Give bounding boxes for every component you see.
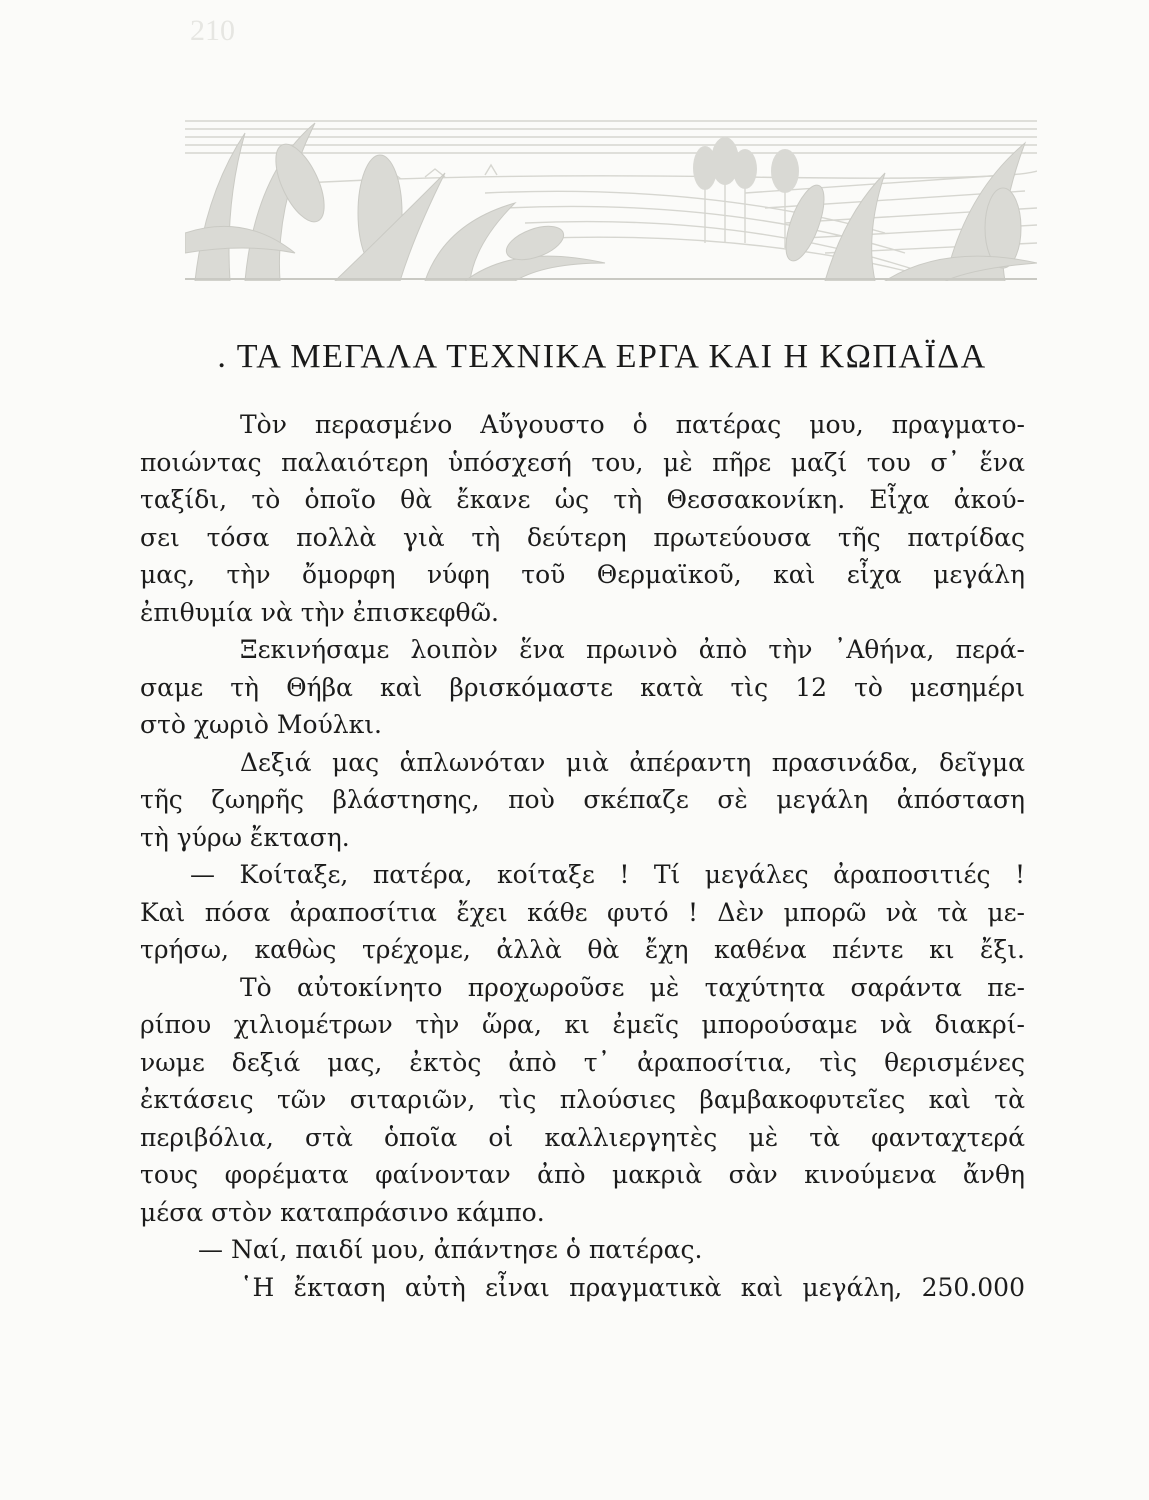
text-line: ταξίδι, τὸ ὁποῖο θὰ ἔκανε ὡς τὴ Θεσσακονίκη. Εἶχα ἀκού- — [140, 485, 1025, 514]
body-text — [140, 406, 1025, 1306]
text-line: ἐκτάσεις τῶν σιταριῶν, τὶς πλούσιες βαμβακοφυτεῖες καὶ τὰ — [140, 1085, 1025, 1114]
text-line: ἐπιθυμία νὰ τὴν ἐπισκεφθῶ. — [140, 597, 499, 627]
text-line: Ξεκινήσαμε λοιπὸν ἕνα πρωινὸ ἀπὸ τὴν ᾿Αθήνα, περά- — [240, 635, 1025, 664]
text-line: στὸ χωριὸ Μούλκι. — [140, 710, 382, 739]
text-line: ρίπου χιλιομέτρων τὴν ὥρα, κι ἐμεῖς μπορούσαμε νὰ διακρί- — [140, 1010, 1025, 1039]
text-line: μας, τὴν ὄμορφη νύφη τοῦ Θερμαϊκοῦ, καὶ εἶχα μεγάλη — [140, 560, 1025, 589]
text-line: Τὸν περασμένο Αὔγουστο ὁ πατέρας μου, πραγματο- — [240, 410, 1025, 439]
text-line: Καὶ πόσα ἀραποσίτια ἔχει κάθε φυτό ! Δὲν μπορῶ νὰ τὰ με- — [140, 897, 1025, 927]
text-line: τῆς ζωηρῆς βλάστησης, ποὺ σκέπαζε σὲ μεγάλη ἀπόσταση — [140, 785, 1025, 814]
cornfield-engraving-icon — [185, 113, 1037, 281]
chapter-title: . ΤΑ ΜΕΓΑΛΑ ΤΕΧΝΙΚΑ ΕΡΓΑ ΚΑΙ Η ΚΩΠΑΪΔΑ — [217, 338, 987, 375]
text-line: Τὸ αὐτοκίνητο προχωροῦσε μὲ ταχύτητα σαράντα πε- — [240, 972, 1025, 1002]
text-line: τους φορέματα φαίνονταν ἀπὸ μακριὰ σὰν κινούμενα ἄνθη — [140, 1160, 1025, 1189]
text-line: νωμε δεξιά μας, ἐκτὸς ἀπὸ τ᾿ ἀραποσίτια, τὶς θερισμένες — [140, 1047, 1025, 1077]
text-line: Δεξιά μας ἁπλωνόταν μιὰ ἀπέραντη πρασινάδα, δεῖγμα — [240, 747, 1025, 777]
text-line: περιβόλια, στὰ ὁποῖα οἱ καλλιεργητὲς μὲ τὰ φανταχτερά — [140, 1122, 1025, 1152]
text-line: — Κοίταξε, πατέρα, κοίταξε ! Τί μεγάλες ἀραποσιτιές ! — [190, 860, 1025, 889]
page-number: 210 — [190, 14, 235, 47]
text-line: — Ναί, παιδί μου, ἀπάντησε ὁ πατέρας. — [198, 1235, 703, 1264]
text-line: μέσα στὸν καταπράσινο κάμπο. — [140, 1197, 545, 1227]
text-line: ῾Η ἔκταση αὐτὴ εἶναι πραγματικὰ καὶ μεγάλη, 250.000 — [240, 1272, 1025, 1302]
text-line: σαμε τὴ Θήβα καὶ βρισκόμαστε κατὰ τὶς 12 τὸ μεσημέρι — [140, 672, 1025, 702]
text-line: ποιώντας παλαιότερη ὑπόσχεσή του, μὲ πῆρε μαζί του σ᾿ ἕνα — [140, 447, 1025, 477]
text-line: τὴ γύρω ἔκταση. — [140, 822, 350, 852]
text-line: σει τόσα πολλὰ γιὰ τὴ δεύτερη πρωτεύουσα τῆς πατρίδας — [140, 522, 1025, 552]
text-line: τρήσω, καθὼς τρέχομε, ἀλλὰ θὰ ἔχη καθένα πέντε κι ἔξι. — [140, 935, 1025, 964]
